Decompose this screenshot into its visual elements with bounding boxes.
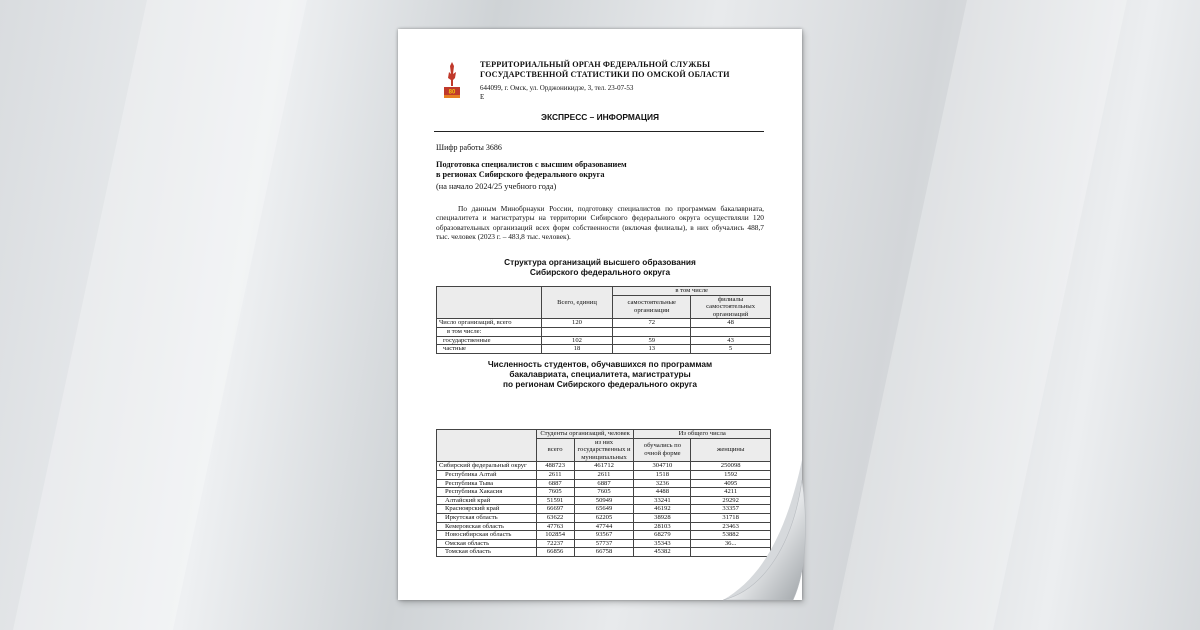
region-label: Томская область	[437, 548, 537, 557]
region-label: Сибирский федеральный округ	[437, 462, 537, 471]
state-cell: 47744	[574, 522, 634, 531]
women-cell: 250098	[691, 462, 771, 471]
table2-header-state: из них государственных и муниципальных	[574, 438, 634, 462]
table-row	[437, 470, 771, 479]
table-row	[437, 496, 771, 505]
address-line: 644099, г. Омск, ул. Орджоникидзе, 3, тел. 23-07-53	[480, 84, 634, 92]
table1-header-incl: в том числе	[613, 287, 771, 296]
document-subtitle: (на начало 2024/25 учебного года)	[436, 182, 557, 191]
fulltime-cell: 4488	[634, 488, 691, 497]
table1-title	[398, 258, 802, 278]
address	[480, 84, 633, 101]
total-cell: 120	[541, 319, 613, 328]
state-cell: 62205	[574, 513, 634, 522]
fulltime-cell: 35343	[634, 539, 691, 548]
table1-header-total: Всего, единиц	[541, 287, 613, 319]
region-label: Омская область	[437, 539, 537, 548]
fulltime-cell: 1518	[634, 470, 691, 479]
table-row	[437, 548, 771, 557]
document-type: ЭКСПРЕСС – ИНФОРМАЦИЯ	[541, 112, 659, 122]
women-cell: 4211	[691, 488, 771, 497]
table2-header-fulltime: обучались по очной форме	[634, 438, 691, 462]
total-cell	[541, 327, 613, 336]
state-cell: 65649	[574, 505, 634, 514]
students-table	[436, 429, 771, 557]
state-cell: 6887	[574, 479, 634, 488]
fulltime-cell: 3236	[634, 479, 691, 488]
table1-header-branch: филиалы самостоятельных организаций	[691, 295, 771, 319]
state-cell: 66758	[574, 548, 634, 557]
region-label: Кемеровская область	[437, 522, 537, 531]
title-line-1: Подготовка специалистов с высшим образованием	[436, 160, 627, 169]
header-divider	[434, 131, 764, 132]
table-row	[437, 345, 771, 354]
table-row	[437, 479, 771, 488]
fulltime-cell: 68279	[634, 531, 691, 540]
table1-body	[437, 319, 771, 353]
fulltime-cell: 38928	[634, 513, 691, 522]
all-cell: 51591	[536, 496, 574, 505]
region-label: Республика Хакасия	[437, 488, 537, 497]
all-cell: 66697	[536, 505, 574, 514]
region-label: Новосибирская область	[437, 531, 537, 540]
page-curl-icon	[723, 460, 853, 610]
table-row	[437, 488, 771, 497]
state-cell: 57737	[574, 539, 634, 548]
region-label: Республика Алтай	[437, 470, 537, 479]
state-cell: 461712	[574, 462, 634, 471]
indep-cell	[613, 327, 691, 336]
table2-title-line-1: Численность студентов, обучавшихся по программам	[487, 359, 713, 369]
table-row	[437, 462, 771, 471]
indep-cell: 72	[613, 319, 691, 328]
women-cell: 23463	[691, 522, 771, 531]
org-line-2: ГОСУДАРСТВЕННОЙ СТАТИСТИКИ ПО ОМСКОЙ ОБЛАСТИ	[480, 69, 730, 79]
organizations-table	[436, 286, 771, 354]
table1-title-line-2: Сибирского федерального округа	[529, 266, 671, 277]
fulltime-cell: 45382	[634, 548, 691, 557]
state-cell: 7605	[574, 488, 634, 497]
intro-paragraph: По данным Минобрнауки России, подготовку специалистов по программам бакалавриата, специалитета и магистратуры на территории Сибирского федерального округа осуществляли 120 образовательных организаций всех форм собственности (включая филиалы), в них обучались 488,7 тыс. человек (2023 г. – 483,8 тыс. человек).	[436, 204, 764, 241]
fulltime-cell: 33241	[634, 496, 691, 505]
region-label: Алтайский край	[437, 496, 537, 505]
table2-header-students: Студенты организаций, человек	[536, 430, 634, 439]
all-cell: 72237	[536, 539, 574, 548]
background-streak	[833, 0, 1127, 630]
total-cell: 102	[541, 336, 613, 345]
table1-header-indep: самостоятельные организации	[613, 295, 691, 319]
women-cell: 31718	[691, 513, 771, 522]
all-cell: 47763	[536, 522, 574, 531]
table2-body	[437, 462, 771, 557]
table-row	[437, 539, 771, 548]
branch-cell: 48	[691, 319, 771, 328]
fulltime-cell: 46192	[634, 505, 691, 514]
fulltime-cell: 28103	[634, 522, 691, 531]
women-cell: 53882	[691, 531, 771, 540]
indep-cell: 59	[613, 336, 691, 345]
region-label: Республика Тыва	[437, 479, 537, 488]
women-cell: 4095	[691, 479, 771, 488]
women-cell: 36...	[691, 539, 771, 548]
region-label: Иркутская область	[437, 513, 537, 522]
branch-cell: 43	[691, 336, 771, 345]
table1-corner	[437, 287, 542, 319]
all-cell: 6887	[536, 479, 574, 488]
row-label: государственные	[437, 336, 542, 345]
row-label: частные	[437, 345, 542, 354]
branch-cell: 5	[691, 345, 771, 354]
table-row	[437, 522, 771, 531]
all-cell: 102854	[536, 531, 574, 540]
all-cell: 488723	[536, 462, 574, 471]
row-label: Число организаций, всего	[437, 319, 542, 328]
svg-text:80: 80	[448, 89, 456, 96]
table-row	[437, 531, 771, 540]
org-line-1: ТЕРРИТОРИАЛЬНЫЙ ОРГАН ФЕДЕРАЛЬНОЙ СЛУЖБЫ	[480, 60, 711, 69]
row-label: в том числе:	[437, 327, 542, 336]
cipher: Шифр работы 3686	[436, 143, 502, 152]
women-cell: 33357	[691, 505, 771, 514]
branch-cell	[691, 327, 771, 336]
table2-title-line-3: по регионам Сибирского федерального округа	[503, 378, 697, 389]
fulltime-cell: 304710	[634, 462, 691, 471]
state-cell: 50949	[574, 496, 634, 505]
table-row	[437, 513, 771, 522]
state-cell: 93567	[574, 531, 634, 540]
table2-title-line-2: бакалавриата, специалитета, магистратуры	[509, 368, 691, 379]
women-cell: 1592	[691, 470, 771, 479]
document-title	[436, 160, 627, 180]
table2-header-all: всего	[536, 438, 574, 462]
all-cell: 66856	[536, 548, 574, 557]
women-cell: 29292	[691, 496, 771, 505]
table1-title-line-1: Структура организаций высшего образования	[504, 257, 696, 267]
address-line-2: Е	[480, 92, 485, 101]
table2-header-women: женщины	[691, 438, 771, 462]
region-label: Красноярский край	[437, 505, 537, 514]
all-cell: 2611	[536, 470, 574, 479]
table2-title	[398, 360, 802, 389]
table2-corner	[437, 430, 537, 462]
table-row	[437, 319, 771, 328]
background-streak	[13, 0, 307, 630]
all-cell: 7605	[536, 488, 574, 497]
victory-80-logo-icon	[440, 60, 464, 100]
organization-name	[480, 60, 730, 79]
all-cell: 63622	[536, 513, 574, 522]
table-row	[437, 505, 771, 514]
table2-header-of-total: Из общего числа	[634, 430, 771, 439]
total-cell: 18	[541, 345, 613, 354]
table-row	[437, 327, 771, 336]
title-line-2: в регионах Сибирского федерального округа	[436, 170, 605, 179]
table-row	[437, 336, 771, 345]
indep-cell: 13	[613, 345, 691, 354]
state-cell: 2611	[574, 470, 634, 479]
